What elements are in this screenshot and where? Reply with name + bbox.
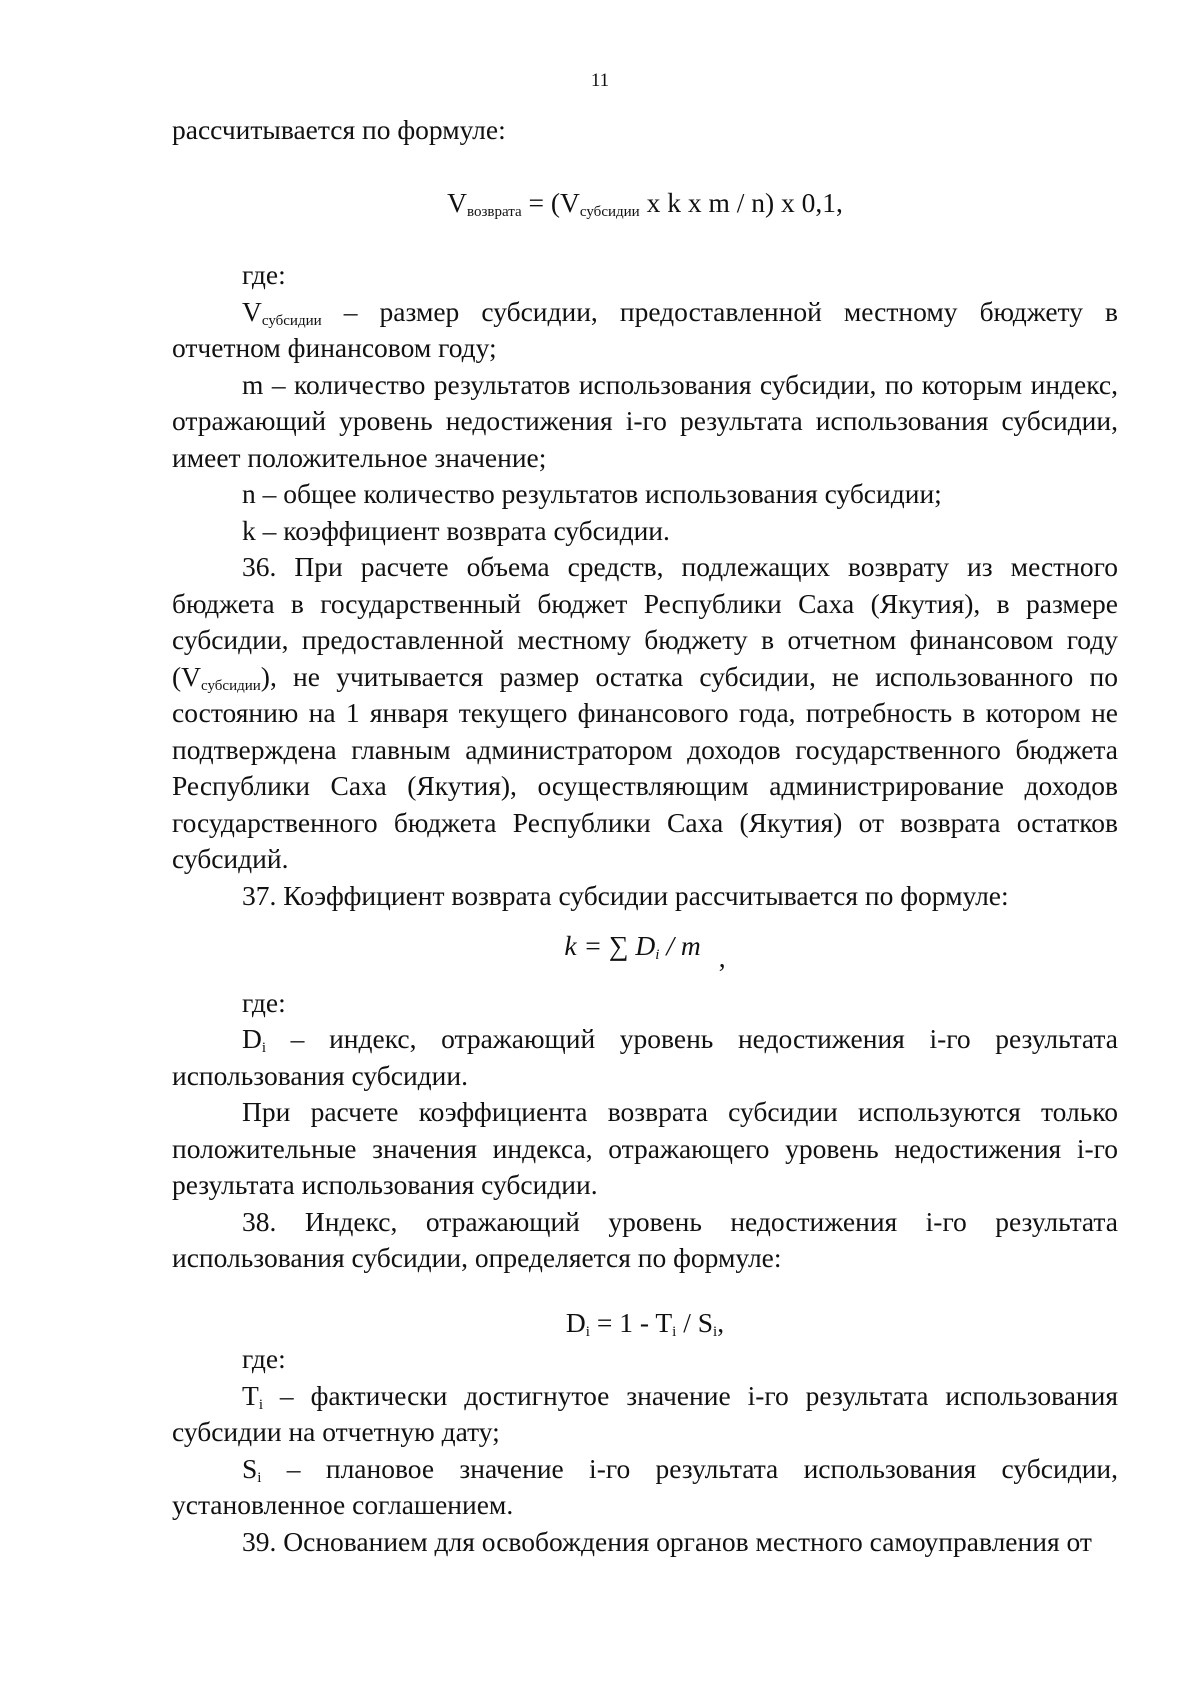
where-label: где:: [242, 986, 286, 1018]
formula-comma: ,: [718, 942, 726, 973]
variable-subscript: субсидии: [201, 677, 261, 694]
formula-index: [172, 1305, 1118, 1342]
formula-term: V: [447, 186, 467, 218]
paragraph-text: ), не учитывается размер остатка субсидии, не использованного по состоянию на 1 января текущего финансового года, потребность в котором не подтверждена главным администратором доходов государственного бюджета Республики Саха (Якутия), осуществляющим администрирование доходов государственного бюджета Республики Саха (Якутия) от возврата остатков субсидий.: [172, 660, 1118, 874]
formula-term: k = ∑ D: [564, 930, 656, 961]
page-number: 11: [590, 70, 610, 91]
definition-m: m – количество результатов использования субсидии, по которым индекс, отражающий уровень недостижения i-го результата использования субсидии, имеет положительное значение;: [172, 368, 1118, 473]
definition-text: – индекс, отражающий уровень недостижения i-го результата использования субсидии.: [172, 1023, 1118, 1091]
definition-text: – размер субсидии, предоставленной местному бюджету в отчетном финансовом году;: [172, 295, 1118, 363]
formula-subscript: i: [713, 1323, 718, 1340]
formula-term: / m: [659, 930, 701, 961]
formula-term: / S: [676, 1306, 714, 1338]
definition-n: n – общее количество результатов использования субсидии;: [242, 478, 942, 509]
formula-subscript: субсидии: [579, 203, 640, 220]
definition-s: [172, 1451, 1118, 1524]
formula-term: = (V: [521, 186, 580, 218]
paragraph-positive-values: При расчете коэффициента возврата субсидии используются только положительные значения индекса, отражающего уровень недостижения i-го результата использования субсидии.: [172, 1096, 1118, 1200]
variable-subscript: i: [257, 1469, 262, 1486]
formula-term: x k x m / n) x 0,1,: [639, 186, 843, 218]
variable: S: [242, 1452, 258, 1484]
definition-v-subsidy: [172, 294, 1118, 367]
definition-t: [172, 1378, 1118, 1451]
variable-subscript: i: [261, 1040, 267, 1056]
formula-subscript: i: [672, 1323, 677, 1340]
where-label: где:: [242, 259, 286, 290]
variable: D: [242, 1023, 262, 1054]
formula-term: ,: [717, 1306, 725, 1338]
variable-subscript: i: [258, 1396, 263, 1413]
formula-term: D: [565, 1306, 586, 1338]
definition-d: [172, 1021, 1118, 1094]
formula-return-volume: [172, 185, 1118, 222]
variable-subscript: субсидии: [261, 312, 322, 329]
intro-line: рассчитывается по формуле:: [172, 114, 506, 145]
formula-subscript: возврата: [466, 203, 522, 220]
paragraph-36: [172, 549, 1118, 878]
definition-k: k – коэффициент возврата субсидии.: [242, 514, 670, 546]
formula-term: = 1 - T: [589, 1306, 673, 1338]
formula-coefficient: [172, 928, 1118, 973]
where-label: где:: [242, 1343, 286, 1374]
definition-text: – плановое значение i-го результата использования субсидии, установленное соглашением.: [172, 1452, 1118, 1520]
paragraph-39: 39. Основанием для освобождения органов местного самоуправления от: [242, 1525, 1092, 1557]
definition-text: – фактически достигнутое значение i-го результата использования субсидии на отчетную дату;: [172, 1379, 1118, 1447]
paragraph-38: 38. Индекс, отражающий уровень недостижения i-го результата использования субсидии, определяется по формуле:: [172, 1205, 1118, 1273]
formula-subscript: i: [655, 947, 660, 963]
page-body: [172, 112, 1118, 1560]
paragraph-text: 36. При расчете объема средств, подлежащих возврату из местного бюджета в государственный бюджет Республики Саха (Якутия), в размере субсидии, предоставленной местному бюджету в отчетном финансовом году (V: [172, 551, 1118, 692]
paragraph-37: 37. Коэффициент возврата субсидии рассчитывается по формуле:: [242, 879, 1009, 911]
formula-subscript: i: [585, 1323, 590, 1340]
variable: V: [242, 295, 262, 327]
variable: T: [242, 1379, 259, 1411]
